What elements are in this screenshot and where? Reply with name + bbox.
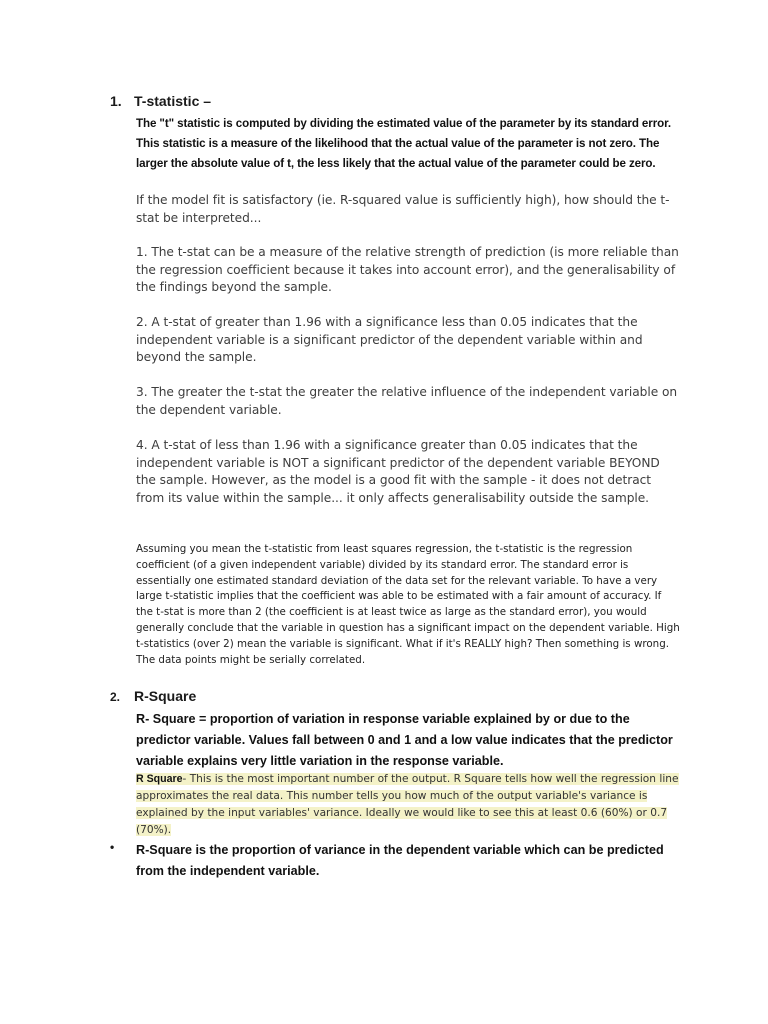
t-stat-point-4: 4. A t-stat of less than 1.96 with a significance greater than 0.05 indicates that the independent variable is NOT a significant predictor of the dependent variable BEYOND the sample. However, as the model is a good fit with the sample - it does not detract from its value within the sample... it only affects generalisability outside the sample. bbox=[136, 438, 660, 505]
bullet-icon: • bbox=[110, 840, 115, 854]
r-square-highlight-paragraph bbox=[136, 771, 681, 839]
r-square-definition: R- Square = proportion of variation in response variable explained by or due to the predictor variable. Values fall between 0 and 1 and a low value indicates that the predictor variable explains very little variation in the response variable. bbox=[136, 712, 673, 768]
section-2-number: 2. bbox=[110, 690, 121, 704]
section-1-number: 1. bbox=[110, 93, 122, 109]
section-1-title: T-statistic – bbox=[134, 93, 212, 109]
section-2-heading bbox=[110, 688, 196, 704]
r-square-highlight-text: - This is the most important number of the output. R Square tells how well the regression line approximates the real data. This number tells you how much of the output variable's variance is explained by the input variables' variance. Ideally we would like to see this at least 0.6 (60%) or 0.7 (70%). bbox=[136, 773, 679, 836]
r-square-bullet-text: R-Square is the proportion of variance in the dependent variable which can be predicted from the independent variable. bbox=[136, 843, 664, 878]
t-stat-intro: If the model fit is satisfactory (ie. R-squared value is sufficiently high), how should the t-stat be interpreted... bbox=[136, 193, 670, 225]
section-1-heading bbox=[110, 93, 211, 109]
t-stat-point-2: 2. A t-stat of greater than 1.96 with a significance less than 0.05 indicates that the independent variable is a significant predictor of the dependent variable within and beyond the sample. bbox=[136, 315, 643, 364]
r-square-highlight-label: R Square bbox=[136, 773, 183, 785]
section-2-title: R-Square bbox=[134, 688, 197, 704]
r-square-bullet-item bbox=[110, 840, 681, 882]
t-stat-point-3: 3. The greater the t-stat the greater the relative influence of the independent variable on the dependent variable. bbox=[136, 385, 678, 417]
t-statistic-definition: The "t" statistic is computed by dividing the estimated value of the parameter by its standard error. This statistic is a measure of the likelihood that the actual value of the parameter is not zero. The larger the absolute value of t, the less likely that the actual value of the parameter could be zero. bbox=[136, 117, 671, 170]
t-stat-point-1: 1. The t-stat can be a measure of the relative strength of prediction (is more reliable than the regression coefficient because it takes into account error), and the generalisability of the findings beyond the sample. bbox=[136, 245, 679, 294]
t-stat-explanation: Assuming you mean the t-statistic from least squares regression, the t-statistic is the regression coefficient (of a given independent variable) divided by its standard error. The standard error is essentially one estimated standard deviation of the data set for the relevant variable. To have a very large t-statistic implies that the coefficient was able to be estimated with a fair amount of accuracy. If the t-stat is more than 2 (the coefficient is at least twice as large as the standard error), you would generally conclude that the variable in question has a significant impact on the dependent variable. High t-statistics (over 2) mean the variable is significant. What if it's REALLY high? Then something is wrong. The data points might be serially correlated. bbox=[136, 543, 680, 666]
